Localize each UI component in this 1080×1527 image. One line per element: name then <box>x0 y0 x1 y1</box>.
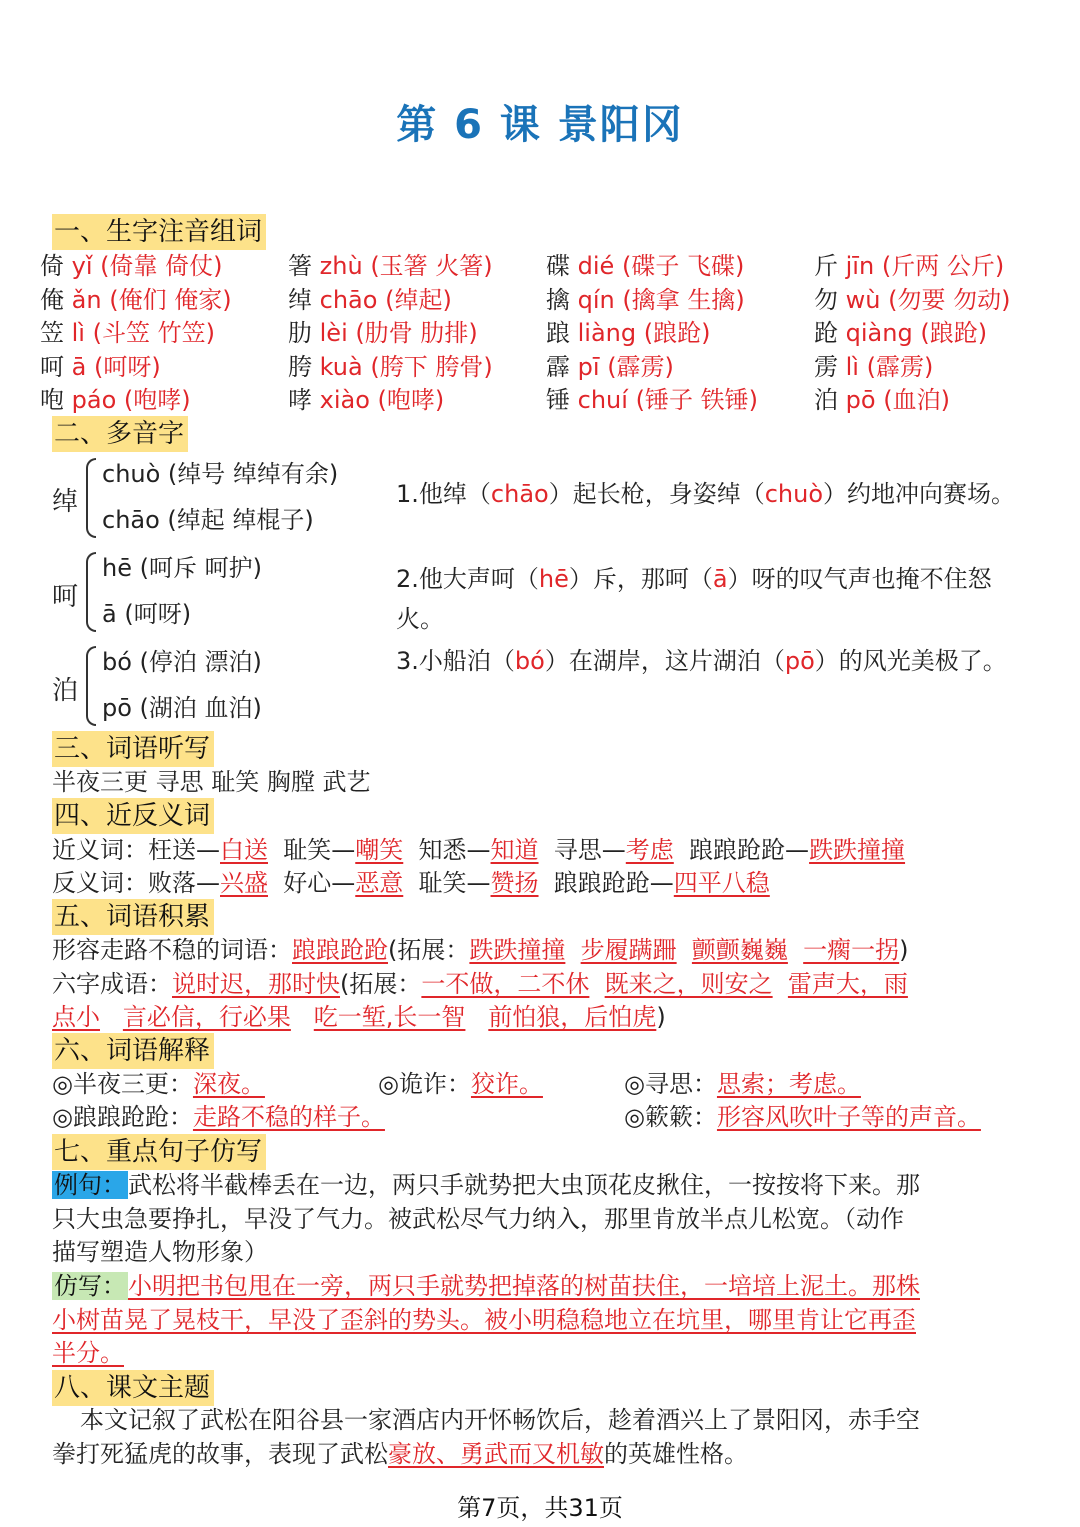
example-label: 例句： <box>54 1171 126 1199</box>
accumulation-line-1: 形容走路不稳的词语：踉踉跄跄(拓展：跌跌撞撞 步履蹒跚 颤颤巍巍 一瘸一拐) <box>52 936 909 964</box>
vocab-entry <box>814 351 933 383</box>
vocab-entry <box>40 284 232 316</box>
definition-item: ◎寻思：思索；考虑。 <box>624 1070 861 1098</box>
accumulation-line-2: 六字成语：说时迟，那时快(拓展：一不做，二不休 既来之，则安之 雷声大，雨 <box>52 970 908 998</box>
vocab-words: (斗笠 竹笠) <box>92 319 215 347</box>
vocab-entry <box>40 317 215 349</box>
vocab-char: 擒 <box>546 286 570 314</box>
polyphone-char-2: 呵 <box>52 582 79 612</box>
vocab-pinyin: ā <box>71 353 87 381</box>
example-sentence-1: 1.他绰（chāo）起长枪，身姿绰（chuò）约地冲向赛场。 <box>396 480 1016 508</box>
vocab-pinyin: chuí <box>577 386 628 414</box>
vocab-pinyin: pī <box>577 353 600 381</box>
vocab-entry <box>546 250 744 282</box>
vocab-words: (踉跄) <box>920 319 988 347</box>
vocab-char: 俺 <box>40 286 64 314</box>
example-line-3: 描写塑造人物形象） <box>52 1238 268 1266</box>
vocab-char: 碟 <box>546 252 570 280</box>
vocab-entry <box>288 384 444 416</box>
brace <box>86 552 96 632</box>
polyphone-reading: ā (呵呀) <box>102 600 192 628</box>
vocab-words: (血泊) <box>883 386 950 414</box>
vocab-words: (呵呀) <box>94 353 161 381</box>
vocab-pinyin: zhù <box>319 252 363 280</box>
antonym-row: 反义词：败落—兴盛 好心—恶意 耻笑—赞扬 踉踉跄跄—四平八稳 <box>52 869 770 897</box>
vocab-char: 胯 <box>288 353 312 381</box>
polyphone-char-1: 绰 <box>52 487 79 517</box>
vocab-pinyin: dié <box>577 252 615 280</box>
example-line-2: 只大虫急要挣扎，早没了气力。被武松尽气力纳入，那里肯放半点儿松宽。（动作 <box>52 1205 904 1233</box>
theme-line-1: 本文记叙了武松在阳谷县一家酒店内开怀畅饮后，趁着酒兴上了景阳冈，赤手空 <box>80 1406 920 1434</box>
vocab-entry <box>814 317 987 349</box>
vocab-entry <box>288 317 478 349</box>
polyphone-char-3: 泊 <box>52 676 79 706</box>
definition-item: ◎簌簌：形容风吹叶子等的声音。 <box>624 1103 981 1131</box>
vocab-words: (绰起) <box>385 286 452 314</box>
vocab-words: (锤子 铁锤) <box>635 386 758 414</box>
vocab-entry <box>546 351 674 383</box>
vocab-pinyin: yǐ <box>71 252 93 280</box>
vocab-pinyin: páo <box>71 386 117 414</box>
section-heading-6: 六、词语解释 <box>52 1033 214 1069</box>
vocab-pinyin: lèi <box>319 319 348 347</box>
page-title: 第 6 课 景阳冈 <box>396 102 684 148</box>
vocab-char: 雳 <box>814 353 838 381</box>
vocab-entry <box>814 284 1010 316</box>
vocab-char: 勿 <box>814 286 838 314</box>
vocab-entry <box>288 284 452 316</box>
vocab-words: (碟子 飞碟) <box>621 252 745 280</box>
vocab-words: (俺们 俺家) <box>109 286 232 314</box>
vocab-pinyin: wù <box>845 286 881 314</box>
vocab-char: 肋 <box>288 319 312 347</box>
imitation-line-1: 仿写：小明把书包甩在一旁，两只手就势把掉落的树苗扶住，一培培上泥土。那株 <box>54 1272 920 1300</box>
imitation-line-3: 半分。 <box>52 1339 124 1367</box>
vocab-char: 踉 <box>546 319 570 347</box>
vocab-char: 绰 <box>288 286 312 314</box>
polyphone-reading: chāo (绰起 绰棍子) <box>102 506 314 534</box>
vocab-char: 咆 <box>40 386 64 414</box>
section-heading-8: 八、课文主题 <box>52 1370 214 1406</box>
polyphone-reading: chuò (绰号 绰绰有余) <box>102 460 339 488</box>
definition-item: ◎半夜三更：深夜。 <box>52 1070 265 1098</box>
vocab-char: 锤 <box>546 386 570 414</box>
polyphone-reading: bó (停泊 漂泊) <box>102 648 262 676</box>
vocab-words: (擒拿 生擒) <box>622 286 745 314</box>
vocab-words: (踉跄) <box>643 319 711 347</box>
section-heading-7: 七、重点句子仿写 <box>52 1134 266 1170</box>
vocab-pinyin: kuà <box>319 353 363 381</box>
polyphone-reading: hē (呵斥 呵护) <box>102 554 262 582</box>
dictation-words: 半夜三更 寻思 耻笑 胸膛 武艺 <box>52 768 371 796</box>
vocab-char: 跄 <box>814 319 838 347</box>
vocab-pinyin: chāo <box>319 286 378 314</box>
vocab-words: (斤两 公斤) <box>881 252 1005 280</box>
section-heading-4: 四、近反义词 <box>52 798 214 834</box>
brace <box>86 646 96 726</box>
vocab-char: 倚 <box>40 252 64 280</box>
vocab-pinyin: liàng <box>577 319 637 347</box>
vocab-char: 斤 <box>814 252 838 280</box>
section-heading-5: 五、词语积累 <box>52 899 214 935</box>
vocab-entry <box>546 317 711 349</box>
section-heading-3: 三、词语听写 <box>52 731 214 767</box>
vocab-pinyin: qiàng <box>845 319 913 347</box>
vocab-words: (咆哮) <box>377 386 445 414</box>
vocab-pinyin: lì <box>845 353 859 381</box>
brace <box>86 458 96 538</box>
vocab-pinyin: pō <box>845 386 876 414</box>
example-sentence-2-cont: 火。 <box>396 605 444 633</box>
section-heading-1: 一、生字注音组词 <box>52 214 266 250</box>
vocab-entry <box>814 384 950 416</box>
polyphone-reading: pō (湖泊 血泊) <box>102 694 262 722</box>
vocab-entry <box>814 250 1004 282</box>
vocab-entry <box>40 351 161 383</box>
vocab-words: (玉箸 火箸) <box>370 252 493 280</box>
vocab-words: (霹雳) <box>866 353 934 381</box>
vocab-entry <box>546 284 745 316</box>
vocab-words: (勿要 勿动) <box>888 286 1011 314</box>
section-heading-2: 二、多音字 <box>52 416 188 452</box>
page-number: 第7页，共31页 <box>457 1494 623 1522</box>
vocab-char: 箸 <box>288 252 312 280</box>
vocab-pinyin: jīn <box>845 252 875 280</box>
vocab-words: (倚靠 倚仗) <box>100 252 223 280</box>
definition-item: ◎诡诈：狡诈。 <box>378 1070 543 1098</box>
vocab-entry <box>288 351 493 383</box>
imitation-label: 仿写： <box>54 1272 126 1300</box>
vocab-pinyin: lì <box>71 319 85 347</box>
vocab-pinyin: qín <box>577 286 615 314</box>
example-sentence-2: 2.他大声呵（hē）斥，那呵（ā）呀的叹气声也掩不住怒 <box>396 565 992 593</box>
vocab-entry <box>40 384 191 416</box>
vocab-char: 笠 <box>40 319 64 347</box>
imitation-line-2: 小树苗晃了晃枝干，早没了歪斜的势头。被小明稳稳地立在坑里，哪里肯让它再歪 <box>52 1306 916 1334</box>
vocab-char: 呵 <box>40 353 64 381</box>
example-line-1: 例句：武松将半截棒丢在一边，两只手就势把大虫顶花皮揪住，一按按将下来。那 <box>54 1171 920 1199</box>
vocab-pinyin: ǎn <box>71 286 102 314</box>
vocab-char: 泊 <box>814 386 838 414</box>
vocab-pinyin: xiào <box>319 386 370 414</box>
vocab-words: (胯下 胯骨) <box>370 353 493 381</box>
vocab-char: 霹 <box>546 353 570 381</box>
vocab-char: 哮 <box>288 386 312 414</box>
vocab-entry <box>546 384 758 416</box>
vocab-entry <box>40 250 223 282</box>
accumulation-line-3: 点小 言必信，行必果 吃一堑,长一智 前怕狼，后怕虎) <box>52 1003 666 1031</box>
vocab-words: (霹雳) <box>607 353 674 381</box>
definition-item: ◎踉踉跄跄：走路不稳的样子。 <box>52 1103 385 1131</box>
theme-line-2: 拳打死猛虎的故事，表现了武松豪放、勇武而又机敏的英雄性格。 <box>52 1440 748 1468</box>
example-sentence-3: 3.小船泊（bó）在湖岸，这片湖泊（pō）的风光美极了。 <box>396 647 1007 675</box>
vocab-words: (咆哮) <box>123 386 191 414</box>
vocab-entry <box>288 250 493 282</box>
synonym-row: 近义词：枉送—白送 耻笑—嘲笑 知悉—知道 寻思—考虑 踉踉跄跄—跌跌撞撞 <box>52 836 906 864</box>
vocab-words: (肋骨 肋排) <box>355 319 478 347</box>
